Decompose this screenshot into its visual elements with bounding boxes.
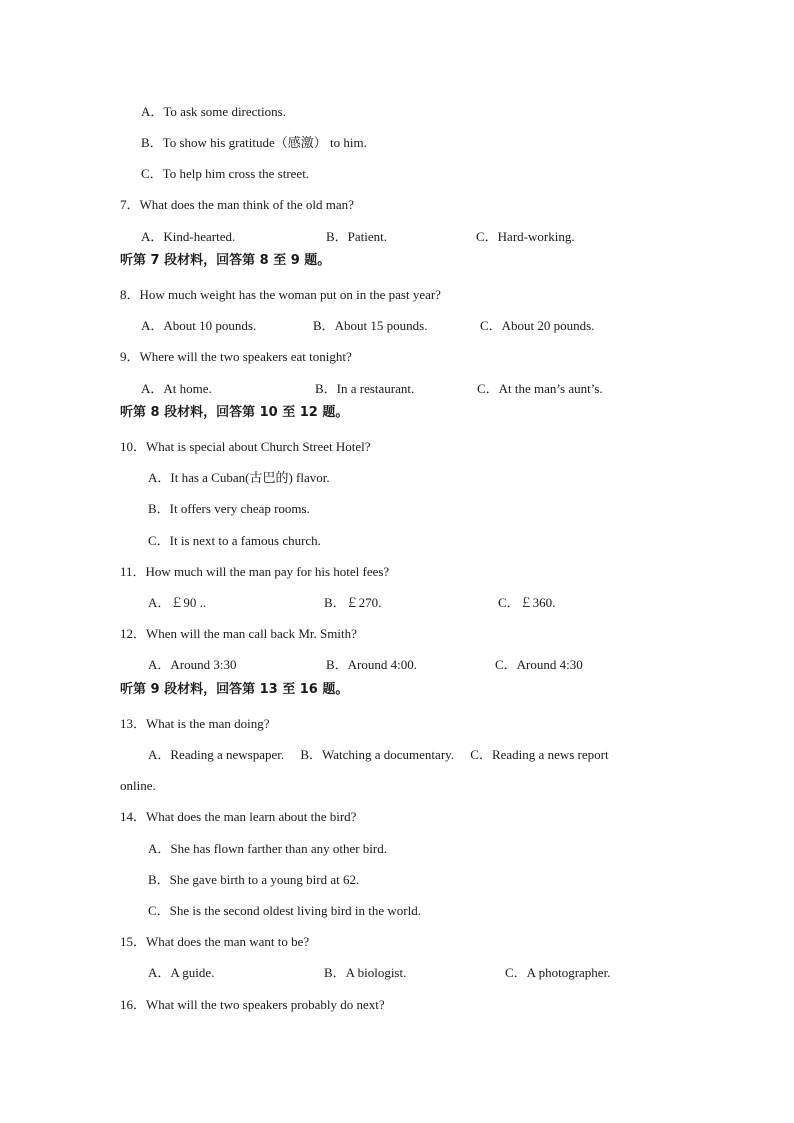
- q11-option-b: B．￡270.: [324, 595, 382, 610]
- question-15: 15．What does the man want to be?: [120, 934, 310, 949]
- section-9-heading: 听第 9 段材料，回答第 13 至 16 题。: [120, 682, 349, 697]
- q13-options-continued: online.: [120, 778, 156, 793]
- q8-option-c: C．About 20 pounds.: [480, 318, 595, 333]
- q15-option-c: C．A photographer.: [505, 965, 611, 980]
- q9-option-c: C．At the man’s aunt’s.: [477, 381, 603, 396]
- q6-option-c: C．To help him cross the street.: [141, 166, 310, 181]
- q12-option-a: A．Around 3:30: [148, 657, 237, 672]
- q9-option-a: A．At home.: [141, 381, 212, 396]
- question-16: 16．What will the two speakers probably do next?: [120, 997, 385, 1012]
- q14-option-a: A．She has flown farther than any other bird.: [148, 841, 387, 856]
- question-11: 11．How much will the man pay for his hotel fees?: [120, 564, 390, 579]
- q15-option-b: B．A biologist.: [324, 965, 407, 980]
- q14-option-c: C．She is the second oldest living bird in the world.: [148, 903, 421, 918]
- question-10: 10．What is special about Church Street Hotel?: [120, 439, 371, 454]
- q7-option-c: C．Hard-working.: [476, 229, 575, 244]
- q7-option-b: B．Patient.: [326, 229, 388, 244]
- q6-option-a: A．To ask some directions.: [141, 104, 286, 119]
- q10-option-b: B．It offers very cheap rooms.: [148, 501, 310, 516]
- section-8-heading: 听第 8 段材料，回答第 10 至 12 题。: [120, 405, 349, 420]
- q12-option-b: B．Around 4:00.: [326, 657, 418, 672]
- q8-option-b: B．About 15 pounds.: [313, 318, 428, 333]
- q9-option-b: B．In a restaurant.: [315, 381, 415, 396]
- q10-option-a: A．It has a Cuban(古巴的) flavor.: [148, 470, 330, 485]
- q11-option-a: A．￡90 ..: [148, 595, 207, 610]
- q13-options: A．Reading a newspaper. B．Watching a documentary. C．Reading a news report: [148, 747, 609, 762]
- question-13: 13．What is the man doing?: [120, 716, 270, 731]
- q11-option-c: C．￡360.: [498, 595, 556, 610]
- q15-option-a: A．A guide.: [148, 965, 215, 980]
- q12-option-c: C．Around 4:30: [495, 657, 583, 672]
- q6-option-b: B．To show his gratitude（感激） to him.: [141, 135, 367, 150]
- question-12: 12．When will the man call back Mr. Smith?: [120, 626, 357, 641]
- q7-option-a: A．Kind-hearted.: [141, 229, 236, 244]
- question-14: 14．What does the man learn about the bird?: [120, 809, 357, 824]
- section-7-heading: 听第 7 段材料，回答第 8 至 9 题。: [120, 253, 331, 268]
- question-8: 8．How much weight has the woman put on in the past year?: [120, 287, 441, 302]
- q10-option-c: C．It is next to a famous church.: [148, 533, 321, 548]
- q8-option-a: A．About 10 pounds.: [141, 318, 257, 333]
- question-7: 7．What does the man think of the old man?: [120, 197, 354, 212]
- q14-option-b: B．She gave birth to a young bird at 62.: [148, 872, 360, 887]
- question-9: 9．Where will the two speakers eat tonight?: [120, 349, 352, 364]
